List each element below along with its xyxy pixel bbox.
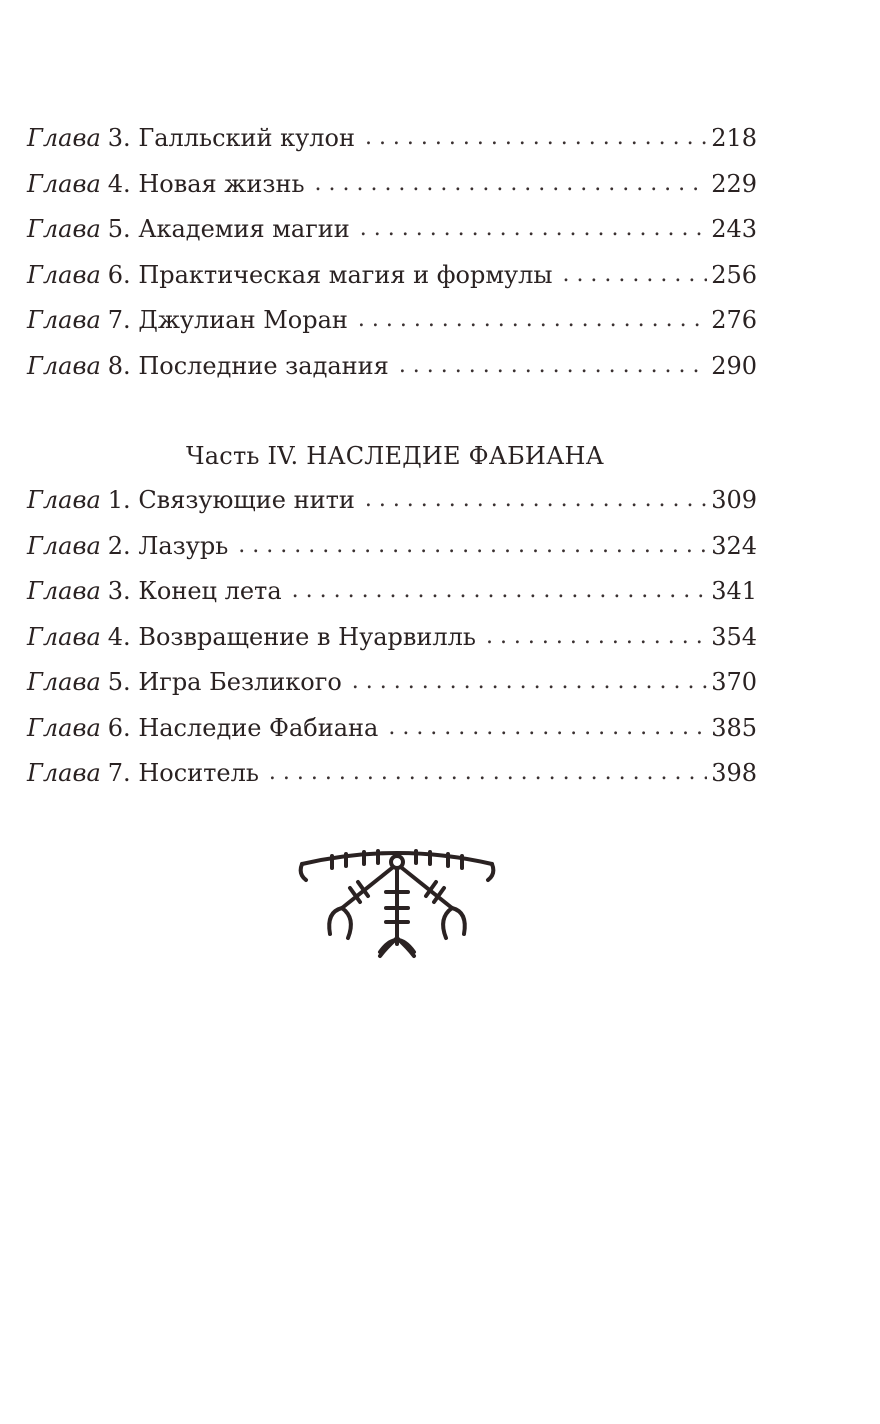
dot-leader	[486, 613, 707, 660]
toc-entry[interactable]	[27, 751, 757, 797]
toc-entry[interactable]	[27, 116, 757, 162]
toc-list-previous-part	[27, 116, 757, 389]
chapter-prefix: Глава	[27, 713, 101, 742]
chapter-prefix: Глава	[27, 486, 101, 514]
chapter-title: Игра Безликого	[138, 668, 342, 696]
dot-leader	[388, 704, 707, 751]
page-number: 385	[711, 713, 757, 742]
chapter-title: Носитель	[138, 759, 259, 787]
page-number: 290	[711, 351, 757, 380]
page-number: 354	[711, 622, 757, 651]
toc-entry[interactable]	[27, 298, 757, 344]
chapter-prefix: Глава	[27, 169, 101, 198]
toc-entry[interactable]	[27, 253, 757, 299]
chapter-title: Возвращение в Нуарвилль	[138, 622, 476, 651]
dot-leader	[358, 296, 707, 343]
chapter-title: Связующие нити	[138, 486, 355, 514]
chapter-title: Академия магии	[138, 215, 350, 243]
toc-entry[interactable]	[27, 524, 757, 570]
chapter-number: 2.	[107, 531, 131, 560]
chapter-title: Новая жизнь	[138, 169, 305, 198]
page-number: 229	[711, 169, 757, 198]
toc-entry[interactable]	[27, 162, 757, 208]
toc-entry[interactable]	[27, 569, 757, 615]
toc-entry[interactable]	[27, 207, 757, 253]
page-number: 256	[711, 260, 757, 289]
chapter-prefix: Глава	[27, 260, 101, 289]
chapter-number: 3.	[107, 577, 131, 605]
dot-leader	[292, 567, 708, 614]
toc-list-part-four	[27, 478, 757, 797]
toc-entry[interactable]	[27, 478, 757, 524]
chapter-prefix: Глава	[27, 622, 101, 651]
chapter-prefix: Глава	[27, 577, 101, 605]
runic-stave-ornament-icon	[296, 848, 498, 960]
chapter-number: 7.	[107, 306, 131, 334]
chapter-number: 5.	[107, 215, 131, 243]
chapter-number: 8.	[107, 351, 131, 380]
toc-entry[interactable]	[27, 706, 757, 752]
dot-leader	[269, 749, 707, 796]
chapter-number: 7.	[107, 759, 131, 787]
chapter-prefix: Глава	[27, 351, 101, 380]
page-number: 341	[711, 577, 757, 605]
page-number: 276	[711, 306, 757, 334]
dot-leader	[365, 476, 707, 523]
dot-leader	[562, 251, 707, 298]
chapter-prefix: Глава	[27, 124, 101, 152]
page-number: 398	[711, 759, 757, 787]
chapter-number: 4.	[107, 169, 131, 198]
chapter-title: Практическая магия и формулы	[138, 260, 553, 289]
chapter-prefix: Глава	[27, 531, 101, 560]
chapter-prefix: Глава	[27, 306, 101, 334]
chapter-prefix: Глава	[27, 215, 101, 243]
dot-leader	[365, 114, 707, 161]
chapter-title: Последние задания	[138, 351, 389, 380]
chapter-title: Джулиан Моран	[138, 306, 348, 334]
chapter-number: 6.	[107, 260, 131, 289]
page-number: 218	[711, 124, 757, 152]
dot-leader	[360, 205, 707, 252]
chapter-title: Лазурь	[138, 531, 229, 560]
dot-leader	[399, 342, 707, 389]
toc-entry[interactable]	[27, 660, 757, 706]
chapter-title: Галльский кулон	[138, 124, 355, 152]
chapter-number: 1.	[107, 486, 131, 514]
chapter-number: 4.	[107, 622, 131, 651]
chapter-number: 6.	[107, 713, 131, 742]
chapter-prefix: Глава	[27, 759, 101, 787]
chapter-prefix: Глава	[27, 668, 101, 696]
chapter-number: 3.	[107, 124, 131, 152]
page-number: 309	[711, 486, 757, 514]
page-number: 370	[711, 668, 757, 696]
part-heading: Часть IV. НАСЛЕДИЕ ФАБИАНА	[186, 442, 604, 470]
dot-leader	[352, 658, 707, 705]
page-number: 243	[711, 215, 757, 243]
toc-entry[interactable]	[27, 615, 757, 661]
toc-entry[interactable]	[27, 344, 757, 390]
chapter-number: 5.	[107, 668, 131, 696]
chapter-title: Конец лета	[138, 577, 282, 605]
dot-leader	[315, 160, 708, 207]
chapter-title: Наследие Фабиана	[138, 713, 379, 742]
dot-leader	[238, 522, 707, 569]
page-number: 324	[711, 531, 757, 560]
